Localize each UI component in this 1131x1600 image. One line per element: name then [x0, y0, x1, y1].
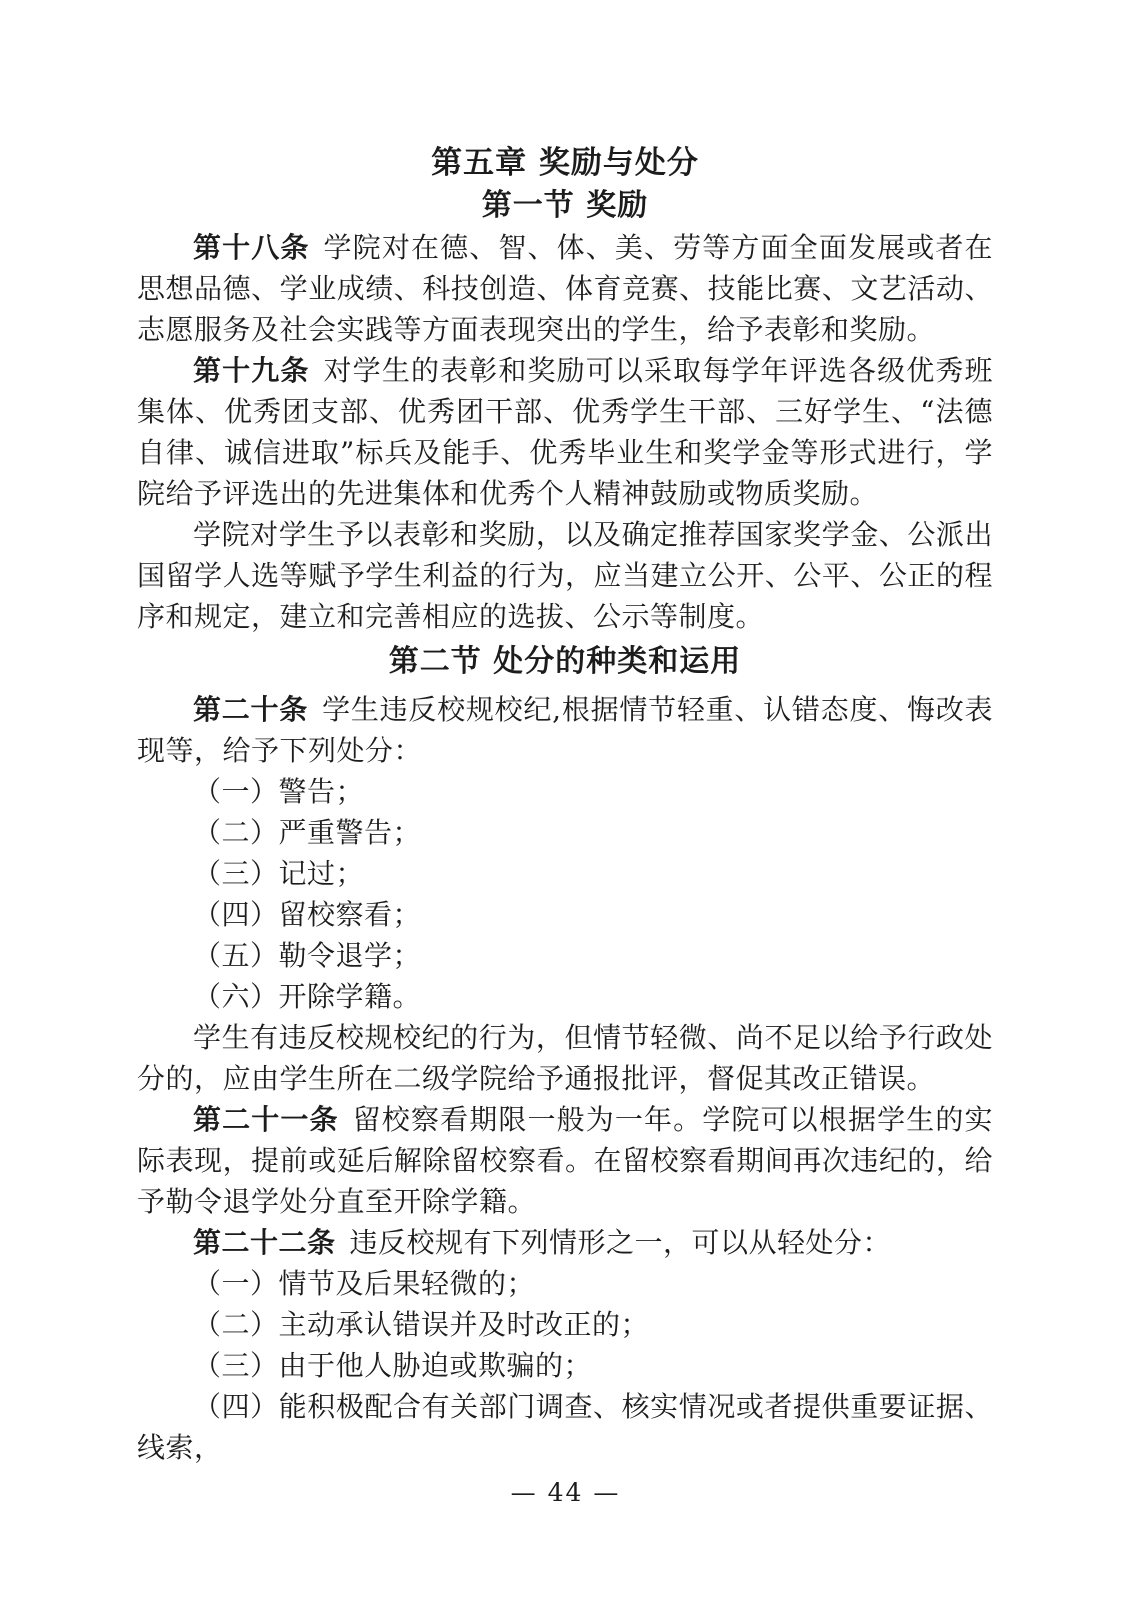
- leniency-item-4: [137, 1386, 993, 1468]
- punishment-item-4-text: （四）留校察看；: [193, 898, 422, 931]
- article-21-label: 第二十一条: [193, 1103, 339, 1136]
- article-18-text: 学院对在德、智、体、美、劳等方面全面发展或者在思想品德、学业成绩、科技创造、体育竞赛、技能比赛、文艺活动、志愿服务及社会实践等方面表现突出的学生，给予表彰和奖励。: [137, 231, 993, 346]
- document-content: [137, 141, 993, 1468]
- minor-violation-paragraph: [137, 1017, 993, 1099]
- reward-procedure-text: 学院对学生予以表彰和奖励，以及确定推荐国家奖学金、公派出国留学人选等赋予学生利益的行为，应当建立公开、公平、公正的程序和规定，建立和完善相应的选拔、公示等制度。: [137, 518, 993, 633]
- punishment-item-4: [137, 894, 993, 935]
- article-22: [137, 1222, 993, 1263]
- chapter-heading: 第五章 奖励与处分: [431, 145, 699, 181]
- article-20-label: 第二十条: [193, 693, 309, 726]
- leniency-item-1: [137, 1263, 993, 1304]
- article-19: [137, 350, 993, 514]
- reward-procedure-paragraph: [137, 514, 993, 637]
- article-21: [137, 1099, 993, 1222]
- article-18-label: 第十八条: [193, 231, 310, 264]
- article-19-label: 第十九条: [193, 354, 310, 387]
- punishment-item-5-text: （五）勒令退学；: [193, 939, 422, 972]
- article-18: [137, 227, 993, 350]
- leniency-item-2: [137, 1304, 993, 1345]
- leniency-item-1-text: （一）情节及后果轻微的；: [193, 1267, 536, 1300]
- section-1-heading: 第一节 奖励: [481, 188, 649, 223]
- punishment-item-2: [137, 812, 993, 853]
- article-22-text: 违反校规有下列情形之一，可以从轻处分：: [349, 1226, 892, 1259]
- article-19-text: 对学生的表彰和奖励可以采取每学年评选各级优秀班集体、优秀团支部、优秀团干部、优秀学生干部、三好学生、“法德自律、诚信进取”标兵及能手、优秀毕业生和奖学金等形式进行，学院给予评选出的先进集体和优秀个人精神鼓励或物质奖励。: [137, 354, 993, 510]
- section-2-heading: 第二节 处分的种类和运用: [388, 644, 742, 679]
- punishment-item-6-text: （六）开除学籍。: [193, 980, 422, 1013]
- article-22-label: 第二十二条: [193, 1226, 336, 1259]
- minor-violation-text: 学生有违反校规校纪的行为，但情节轻微、尚不足以给予行政处分的，应由学生所在二级学院给予通报批评，督促其改正错误。: [137, 1021, 993, 1095]
- article-20: [137, 689, 993, 771]
- punishment-item-3: [137, 853, 993, 894]
- punishment-item-2-text: （二）严重警告；: [193, 816, 422, 849]
- punishment-item-1: [137, 771, 993, 812]
- leniency-item-2-text: （二）主动承认错误并及时改正的；: [193, 1308, 650, 1341]
- article-20-text: 学生违反校规校纪,根据情节轻重、认错态度、悔改表现等，给予下列处分：: [137, 693, 993, 767]
- punishment-item-5: [137, 935, 993, 976]
- punishment-item-3-text: （三）记过；: [193, 857, 365, 890]
- punishment-item-1-text: （一）警告；: [193, 775, 365, 808]
- leniency-item-3-text: （三）由于他人胁迫或欺骗的；: [193, 1349, 593, 1382]
- leniency-item-4-text: （四）能积极配合有关部门调查、核实情况或者提供重要证据、线索，: [137, 1390, 993, 1464]
- leniency-item-3: [137, 1345, 993, 1386]
- punishment-item-6: [137, 976, 993, 1017]
- page-number: — 44 —: [510, 1478, 621, 1507]
- article-21-text: 留校察看期限一般为一年。学院可以根据学生的实际表现，提前或延后解除留校察看。在留校察看期间再次违纪的，给予勒令退学处分直至开除学籍。: [137, 1103, 993, 1218]
